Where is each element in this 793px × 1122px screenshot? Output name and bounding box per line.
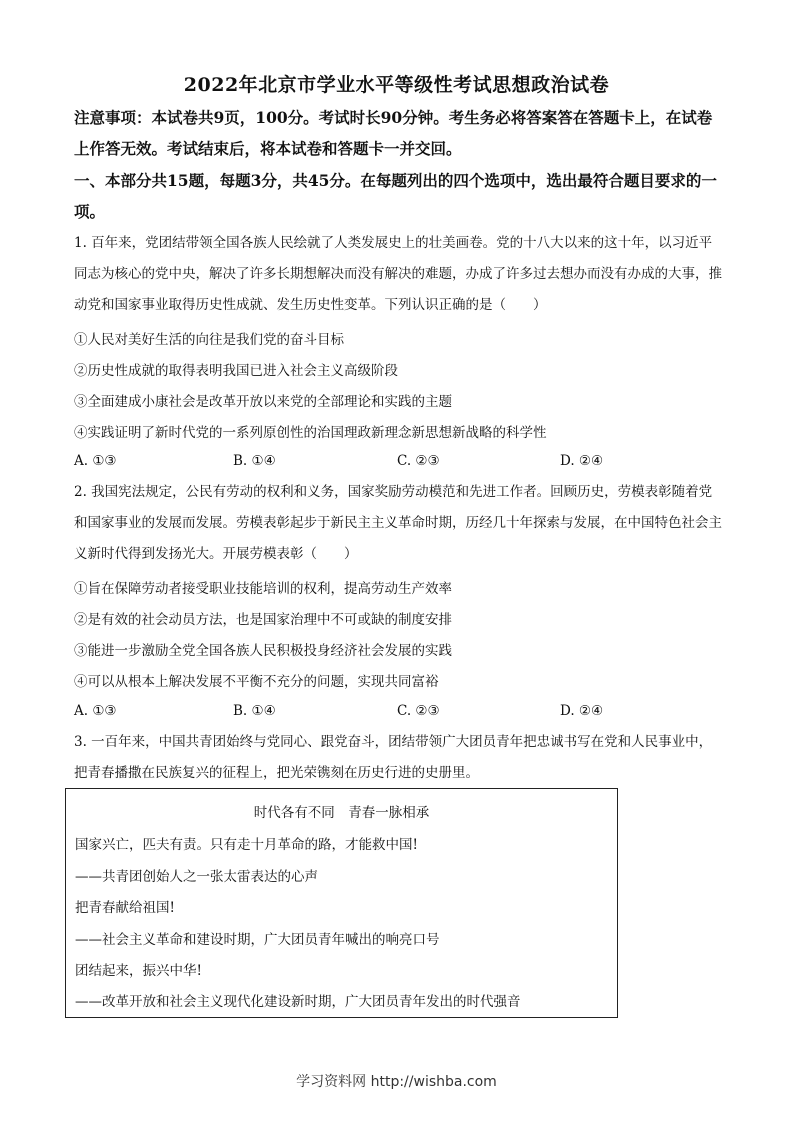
quote-source-3: ——改革开放和社会主义现代化建设新时期，广大团员青年发出的时代强音 — [75, 994, 521, 1010]
question-2-option-a[interactable]: A. ①③ — [74, 703, 117, 719]
quote-box — [65, 788, 618, 1018]
question-2-item-2: ②是有效的社会动员方法，也是国家治理中不可或缺的制度安排 — [74, 612, 452, 628]
page-title: 2022年北京市学业水平等级性考试思想政治试卷 — [183, 74, 610, 96]
question-1-stem: 1. 百年来，党团结带领全国各族人民绘就了人类发展史上的壮美画卷。党的十八大以来的这十年，以习近平同志为核心的党中央，解决了许多长期想解决而没有解决的难题，办成了许多过去想办而没有办成的大事，推动党和国家事业取得历史性成就、发生历史性变革。下列认识正确的是（ ） — [74, 235, 722, 313]
quote-line-1: 国家兴亡，匹夫有责。只有走十月革命的路，才能救中国! — [75, 837, 418, 853]
question-1-option-c[interactable]: C. ②③ — [397, 453, 440, 469]
quote-line-3: 团结起来，振兴中华! — [75, 963, 202, 979]
page-footer: 学习资料网 http://wishba.com — [296, 1074, 497, 1090]
question-2-option-b[interactable]: B. ①④ — [233, 703, 276, 719]
question-1-item-1: ①人民对美好生活的向往是我们党的奋斗目标 — [74, 332, 344, 348]
question-3-stem: 3. 一百年来，中国共青团始终与党同心、跟党奋斗，团结带领广大团员青年把忠诚书写在党和人民事业中，把青春播撒在民族复兴的征程上，把光荣镌刻在历史行进的史册里。 — [74, 734, 713, 781]
section-instructions: 一、本部分共15题，每题3分，共45分。在每题列出的四个选项中，选出最符合题目要求的一项。 — [74, 171, 717, 221]
question-1-option-d[interactable]: D. ②④ — [560, 453, 604, 469]
question-2-stem: 2. 我国宪法规定，公民有劳动的权利和义务，国家奖励劳动模范和先进工作者。回顾历史，劳模表彰随着党和国家事业的发展而发展。劳模表彰起步于新民主主义革命时期，历经几十年探索与发展，在中国特色社会主义新时代得到发扬光大。开展劳模表彰（ ） — [74, 484, 722, 562]
quote-box-title: 时代各有不同 青春一脉相承 — [253, 805, 430, 821]
quote-line-2: 把青春献给祖国! — [75, 900, 175, 916]
question-2-item-3: ③能进一步激励全党全国各族人民积极投身经济社会发展的实践 — [74, 643, 452, 659]
question-1-option-a[interactable]: A. ①③ — [74, 453, 117, 469]
question-1-item-3: ③全面建成小康社会是改革开放以来党的全部理论和实践的主题 — [74, 394, 452, 410]
quote-source-2: ——社会主义革命和建设时期，广大团员青年喊出的响亮口号 — [75, 932, 440, 948]
question-2-item-4: ④可以从根本上解决发展不平衡不充分的问题，实现共同富裕 — [74, 674, 439, 690]
question-1-item-4: ④实践证明了新时代党的一系列原创性的治国理政新理念新思想新战略的科学性 — [74, 425, 547, 441]
quote-source-1: ——共青团创始人之一张太雷表达的心声 — [75, 869, 318, 885]
question-2-option-c[interactable]: C. ②③ — [397, 703, 440, 719]
question-2-item-1: ①旨在保障劳动者接受职业技能培训的权利，提高劳动生产效率 — [74, 581, 452, 597]
question-2-option-d[interactable]: D. ②④ — [560, 703, 604, 719]
exam-notice: 注意事项：本试卷共9页，100分。考试时长90分钟。考生务必将答案答在答题卡上，在试卷上作答无效。考试结束后，将本试卷和答题卡一并交回。 — [74, 108, 713, 158]
question-1-item-2: ②历史性成就的取得表明我国已进入社会主义高级阶段 — [74, 363, 398, 379]
question-1-option-b[interactable]: B. ①④ — [233, 453, 276, 469]
